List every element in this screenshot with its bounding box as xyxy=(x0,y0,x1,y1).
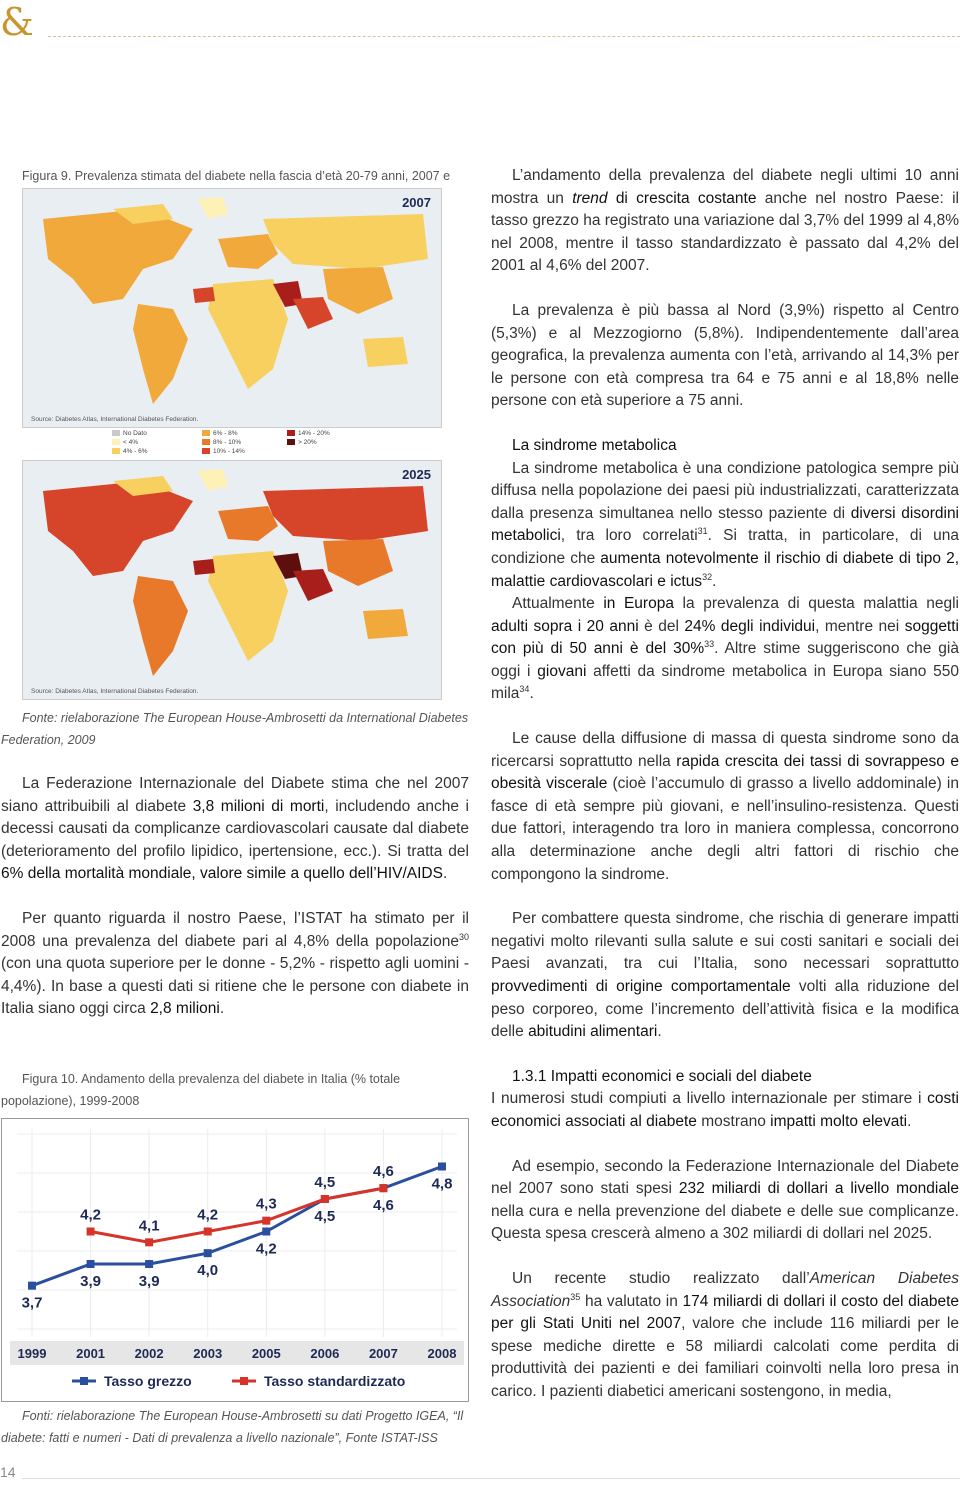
data-label: 4,5 xyxy=(314,1174,336,1191)
ampersand-wheat-logo: & xyxy=(0,0,34,44)
map-2025-year-label: 2025 xyxy=(402,467,431,482)
right-column xyxy=(491,165,959,1426)
data-point xyxy=(87,1260,95,1268)
data-point xyxy=(204,1228,212,1236)
data-point xyxy=(28,1282,36,1290)
world-map-2025 xyxy=(22,460,442,700)
data-point xyxy=(262,1217,270,1225)
data-label: 4,6 xyxy=(372,1197,394,1215)
legend-swatch xyxy=(112,439,120,445)
legend-swatch xyxy=(202,448,210,454)
x-tick-label: 2003 xyxy=(193,1346,223,1361)
legend-swatch xyxy=(287,430,295,436)
data-label: 4,5 xyxy=(314,1208,336,1225)
x-tick-label: 1999 xyxy=(17,1346,47,1361)
data-label: 4,8 xyxy=(431,1175,453,1193)
data-label: 3,7 xyxy=(21,1294,43,1312)
legend-label: Tasso standardizzato xyxy=(264,1373,406,1389)
paragraph-combattere: Per combattere questa sindrome, che rischia di generare impatti negativi molto rilevanti sulla salute e sui costi sanitari e sociali dei Paesi avanzati, tra cui l’Italia, sono necessari soprattutto provvedimenti di origine comportamentale volti alla riduzione del peso corporeo, come l’incremento dell’attività fisica e la modifica delle abitudini alimentari. xyxy=(491,910,959,1041)
data-point xyxy=(321,1195,329,1203)
map-2007-year-label: 2007 xyxy=(402,195,431,210)
data-label: 4,1 xyxy=(138,1217,160,1235)
data-point xyxy=(379,1184,387,1192)
legend-item: No Dato xyxy=(112,430,147,437)
data-point xyxy=(87,1228,95,1236)
paragraph-impatti: 1.3.1 Impatti economici e sociali del diabete I numerosi studi compiuti a livello internazionale per stimare i costi economici associati al diabete mostrano impatti molto elevati. xyxy=(491,1067,959,1130)
map-2025-source: Source: Diabetes Atlas, International Diabetes Federation. xyxy=(31,688,199,695)
data-label: 4,2 xyxy=(197,1206,219,1224)
data-point xyxy=(145,1260,153,1268)
legend-label: Tasso grezzo xyxy=(104,1373,192,1389)
map-legend xyxy=(112,430,442,460)
data-label: 3,9 xyxy=(138,1273,160,1290)
legend-item: 4% - 6% xyxy=(112,448,148,455)
section-heading-1-3-1: 1.3.1 Impatti economici e sociali del diabete xyxy=(512,1067,812,1085)
data-label: 4,2 xyxy=(80,1206,102,1224)
page-number: 14 xyxy=(0,1464,16,1480)
legend-item: 14% - 20% xyxy=(287,430,330,437)
x-tick-label: 2007 xyxy=(368,1346,398,1361)
world-map-2007-graphic xyxy=(23,189,441,427)
paragraph-istat: Per quanto riguarda il nostro Paese, l’ISTAT ha stimato per il 2008 una prevalenza del diabete pari al 4,8% della popolazione$^{30}$ (con una quota superiore per le donne - 5,2% - rispetto agli uomini - 4,4%). In base a questi dati si ritiene che le persone con diabete in Italia siano oggi circa 2,8 milioni. xyxy=(1,909,469,1018)
legend-swatch xyxy=(202,439,210,445)
footer-rule xyxy=(22,1478,960,1479)
paragraph-ada-study: Un recente studio realizzato dall’American Diabetes Association$^{35}$ ha valutato in 174 miliardi di dollari il costo del diabete per gli Stati Uniti nel 2007, valore che include 116 miliardi per le spese mediche dirette e 58 miliardi calcolati come perdita di produttività dei pazienti e dei familiari coinvolti nella loro presa in carico. I pazienti diabetici americani sostengono, in media, xyxy=(491,1269,960,1400)
legend-item: > 20% xyxy=(287,439,317,446)
legend-item: 6% - 8% xyxy=(202,430,238,437)
data-point xyxy=(145,1238,153,1246)
paragraph-regional: La prevalenza è più bassa al Nord (3,9%) rispetto al Centro (5,3%) e al Mezzogiorno (5,8%). Indipendentemente dall’area geografica, la prevalenza aumenta con l’età, arrivando al 14,3% per le persone con età compresa tra 64 e 75 anni e al 18,8% nelle persone con età superiore a 75 anni. xyxy=(491,301,959,410)
series-line xyxy=(91,1188,384,1242)
map-2007-source: Source: Diabetes Atlas, International Diabetes Federation. xyxy=(31,416,199,423)
figure9-source: Fonte: rielaborazione The European House-Ambrosetti da International Diabetes Federation, 2009 xyxy=(1,711,469,747)
left-column xyxy=(1,773,469,1043)
legend-swatch xyxy=(112,448,120,454)
x-tick-label: 2002 xyxy=(134,1346,164,1361)
paragraph-esempio: Ad esempio, secondo la Federazione Internazionale del Diabete nel 2007 sono stati spesi 232 miliardi di dollari a livello mondiale nella cura e nella prevenzione del diabete e delle sue complicanze. Questa spesa crescerà almeno a 302 miliardi di dollari nel 2025. xyxy=(491,1157,960,1243)
data-label: 3,9 xyxy=(80,1273,102,1290)
legend-swatch xyxy=(112,430,120,436)
figure9-caption: Figura 9. Prevalenza stimata del diabete nella fascia d’età 20-79 anni, 2007 e xyxy=(22,169,451,183)
paragraph-trend: L’andamento della prevalenza del diabete negli ultimi 10 anni mostra un trend di crescita costante anche nel nostro Paese: il tasso grezzo ha registrato una variazione dal 3,7% del 1999 al 4,8% nel 2008, mentre il tasso standardizzato è passato dal 4,2% del 2001 al 4,6% del 2007. xyxy=(491,167,960,275)
data-label: 4,2 xyxy=(255,1240,277,1258)
legend-item: 10% - 14% xyxy=(202,448,245,455)
prevalence-line-chart xyxy=(1,1118,469,1402)
legend-swatch xyxy=(202,430,210,436)
x-tick-label: 2008 xyxy=(427,1346,457,1361)
legend-marker xyxy=(80,1377,88,1385)
x-tick-label: 2001 xyxy=(76,1346,106,1361)
header-rule xyxy=(48,36,960,37)
x-tick-label: 2005 xyxy=(251,1346,281,1361)
data-point xyxy=(438,1163,446,1171)
world-map-2007 xyxy=(22,188,442,428)
chart-canvas xyxy=(2,1119,468,1401)
paragraph-sindrome: La sindrome metabolica La sindrome metabolica è una condizione patologica sempre più diffusa nella popolazione dei paesi più industrializzati, caratterizzata dalla presenza simultanea nello stesso paziente di diversi disordini metabolici, tra loro correlati$^{31}$. Si tratta, in particolare, di una condizione che aumenta notevolmente il rischio di diabete di tipo 2, malattie cardiovascolari e ictus$^{32}$. Attualmente in Europa la prevalenza di questa malattia negli adulti sopra i 20 anni è del 24% degli individui, mentre nei soggetti con più di 50 anni è del 30%$^{33}$. Altre stime suggeriscono che già oggi i giovani affetti da sindrome metabolica in Europa siano 550 mila$^{34}$. xyxy=(491,436,960,703)
figure10-source: Fonti: rielaborazione The European House-Ambrosetti su dati Progetto IGEA, “Il diabete: fatti e numeri - Dati di prevalenza a livello nazionale”, Fonte ISTAT-ISS xyxy=(1,1409,464,1445)
world-map-2025-graphic xyxy=(23,461,441,699)
legend-item: 8% - 10% xyxy=(202,439,241,446)
data-point xyxy=(262,1228,270,1236)
figure10-caption: Figura 10. Andamento della prevalenza del diabete in Italia (% totale popolazione), 1999-2008 xyxy=(1,1072,401,1108)
data-label: 4,0 xyxy=(197,1262,219,1280)
legend-marker xyxy=(240,1377,248,1385)
data-point xyxy=(204,1249,212,1257)
sindrome-heading: La sindrome metabolica xyxy=(512,436,677,454)
paragraph-cause: Le cause della diffusione di massa di questa sindrome sono da ricercarsi soprattutto nella rapida crescita dei tassi di sovrappeso e obesità viscerale (cioè l’accumulo di grasso a livello addominale) in fasce di età sempre più giovani, e nell’insulino-resistenza. Questi due fattori, interagendo tra loro in maniera complessa, concorrono alla determinazione anche degli altri fattori di rischio che compongono la sindrome. xyxy=(491,730,959,883)
data-label: 4,3 xyxy=(255,1195,277,1213)
legend-item: < 4% xyxy=(112,439,138,446)
data-label: 4,6 xyxy=(372,1163,394,1181)
paragraph-idf-deaths: La Federazione Internazionale del Diabete stima che nel 2007 siano attribuibili al diabete 3,8 milioni di morti, includendo anche i decessi causati da complicanze cardiovascolari causate dal diabete (deterioramento del profilo lipidico, ipertensione, ecc.). Si tratta del 6% della mortalità mondiale, valore simile a quello dell’HIV/AIDS. xyxy=(1,775,469,883)
x-tick-label: 2006 xyxy=(310,1346,340,1361)
legend-swatch xyxy=(287,439,295,445)
